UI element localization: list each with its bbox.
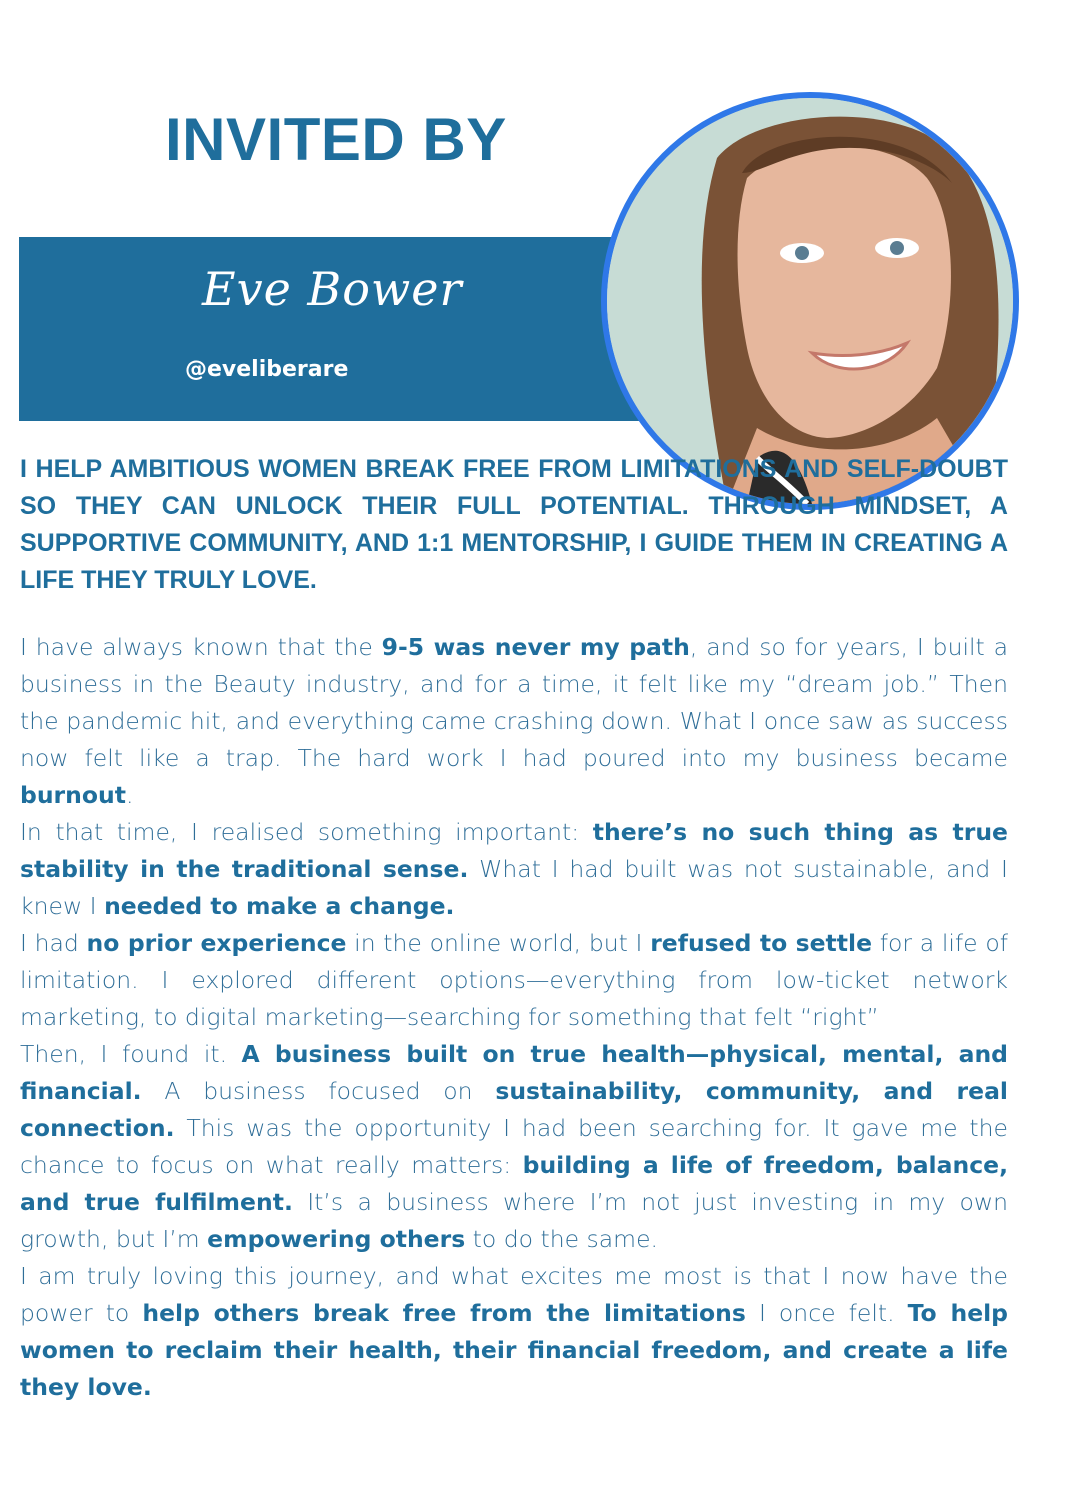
story-emphasis: 9-5 was never my path bbox=[381, 633, 690, 661]
story-text-run: In that time, I realised something important: bbox=[20, 818, 593, 846]
story-emphasis: there’s no such thing as true stability in the traditional sense. bbox=[20, 818, 1008, 883]
story-emphasis: To help women to reclaim their health, their financial freedom, and create a life they love. bbox=[20, 1299, 1009, 1401]
intro-statement: I HELP AMBITIOUS WOMEN BREAK FREE FROM LIMITATIONS AND SELF-DOUBT SO THEY CAN UNLOCK THEIR FULL POTENTIAL. THROUGH MINDSET, A SUPPORTIVE COMMUNITY, AND 1:1 MENTORSHIP, I GUIDE THEM IN CREATING A LIFE THEY TRULY LOVE. bbox=[20, 455, 1008, 594]
page-title: INVITED BY bbox=[165, 106, 507, 173]
story-text-run: I have always known that the bbox=[20, 633, 382, 661]
social-handle: @eveliberare bbox=[185, 357, 349, 382]
story-emphasis: refused to settle bbox=[650, 929, 873, 957]
story-paragraph-1 bbox=[20, 629, 1008, 814]
story-text-run: , and so for years, I built a business in the Beauty industry, and for a time, it felt like my “dream job.” Then the pandemic hit, and everything came crashing down. What I once saw as success now felt like a trap. The hard work I had poured into my business became bbox=[20, 633, 1008, 772]
portrait-illustration bbox=[607, 98, 1013, 504]
story-text-run: in the online world, but I bbox=[346, 929, 651, 957]
story-text-run: It’s a business where I’m not just investing in my own growth, but I’m bbox=[20, 1188, 1009, 1253]
story-text-run: What I had built was not sustainable, and I knew I bbox=[20, 855, 1008, 920]
signature-name: Eve Bower bbox=[202, 262, 463, 316]
story-text-run: A business focused on bbox=[141, 1077, 496, 1105]
story-emphasis: help others break free from the limitations bbox=[142, 1299, 746, 1327]
story-emphasis: sustainability, community, and real connection. bbox=[20, 1077, 1008, 1142]
story-text-run: to do the same. bbox=[465, 1225, 658, 1253]
story-emphasis: no prior experience bbox=[86, 929, 347, 957]
story-emphasis: building a life of freedom, balance, and true fulfilment. bbox=[20, 1151, 1008, 1216]
story-emphasis: needed to make a change. bbox=[104, 892, 455, 920]
story-text-run: I had bbox=[20, 929, 87, 957]
story-paragraph-4 bbox=[20, 1036, 1008, 1258]
story-paragraph-3 bbox=[20, 925, 1008, 1036]
story-text-run: I once felt. bbox=[745, 1299, 908, 1327]
story-emphasis: burnout bbox=[20, 781, 126, 809]
story-text-run: I am truly loving this journey, and what excites me most is that I now have the power to bbox=[20, 1262, 1008, 1327]
story-paragraph-2 bbox=[20, 814, 1008, 925]
story-paragraph-5 bbox=[20, 1258, 1008, 1406]
story-text bbox=[20, 629, 1008, 1406]
story-text-run: . bbox=[125, 781, 134, 809]
story-text-run: for a life of limitation. I explored different options—everything from low-ticket network marketing, to digital marketing—searching for something that felt “right” bbox=[20, 929, 1008, 1031]
story-emphasis: A business built on true health—physical, mental, and financial. bbox=[20, 1040, 1008, 1105]
story-text-run: This was the opportunity I had been searching for. It gave me the chance to focus on what really matters: bbox=[20, 1114, 1008, 1179]
story-text-run: Then, I found it. bbox=[20, 1040, 242, 1068]
story-emphasis: empowering others bbox=[207, 1225, 466, 1253]
profile-photo bbox=[601, 92, 1019, 510]
